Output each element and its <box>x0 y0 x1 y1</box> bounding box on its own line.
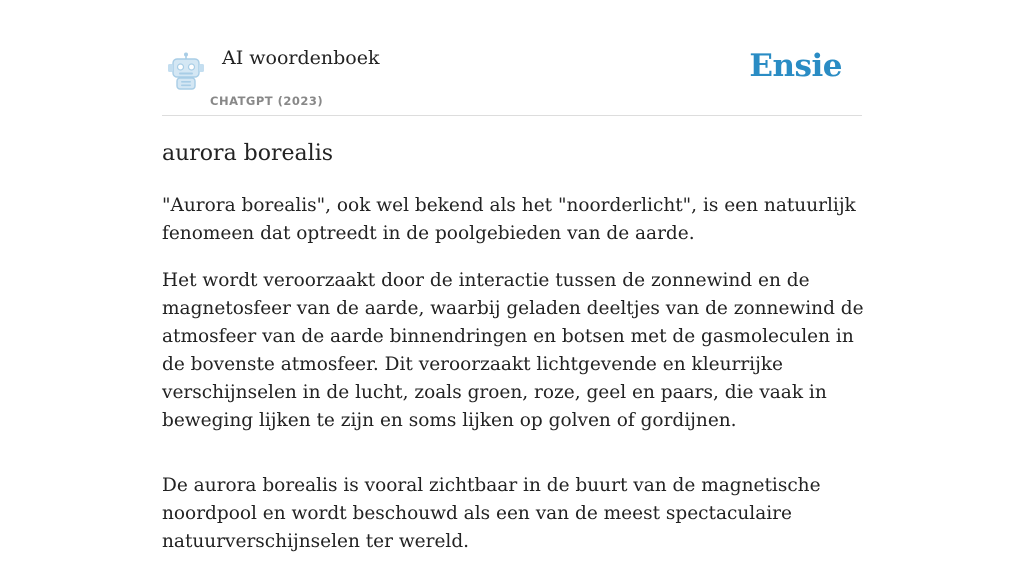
robot-icon <box>166 52 206 90</box>
dictionary-source: CHATGPT (2023) <box>210 94 324 108</box>
definition-paragraph: Het wordt veroorzaakt door de interactie tussen de zonnewind en de magnetosfeer van de aarde, waarbij geladen deeltjes van de zonnewind de atmosfeer van de aarde binnendringen en botsen met de gasmoleculen in de bovenste atmosfeer. Dit veroorzaakt lichtgevende en kleurrijke verschijnselen in de lucht, zoals groen, roze, geel en paars, die vaak in beweging lijken te zijn en soms lijken op golven of gordijnen. <box>162 270 864 431</box>
dictionary-header <box>162 0 862 116</box>
dictionary-name[interactable]: AI woordenboek <box>222 47 380 69</box>
ensie-logo[interactable]: Ensie <box>749 48 842 84</box>
entry-definition <box>162 192 864 575</box>
entry-page <box>162 0 864 552</box>
entry-term: aurora borealis <box>162 141 334 166</box>
definition-paragraph: "Aurora borealis", ook wel bekend als het "noorderlicht", is een natuurlijk fenomeen dat optreedt in de poolgebieden van de aarde. <box>162 195 856 244</box>
definition-paragraph: De aurora borealis is vooral zichtbaar in de buurt van de magnetische noordpool en wordt beschouwd als een van de meest spectaculaire natuurverschijnselen ter wereld. <box>162 475 821 552</box>
